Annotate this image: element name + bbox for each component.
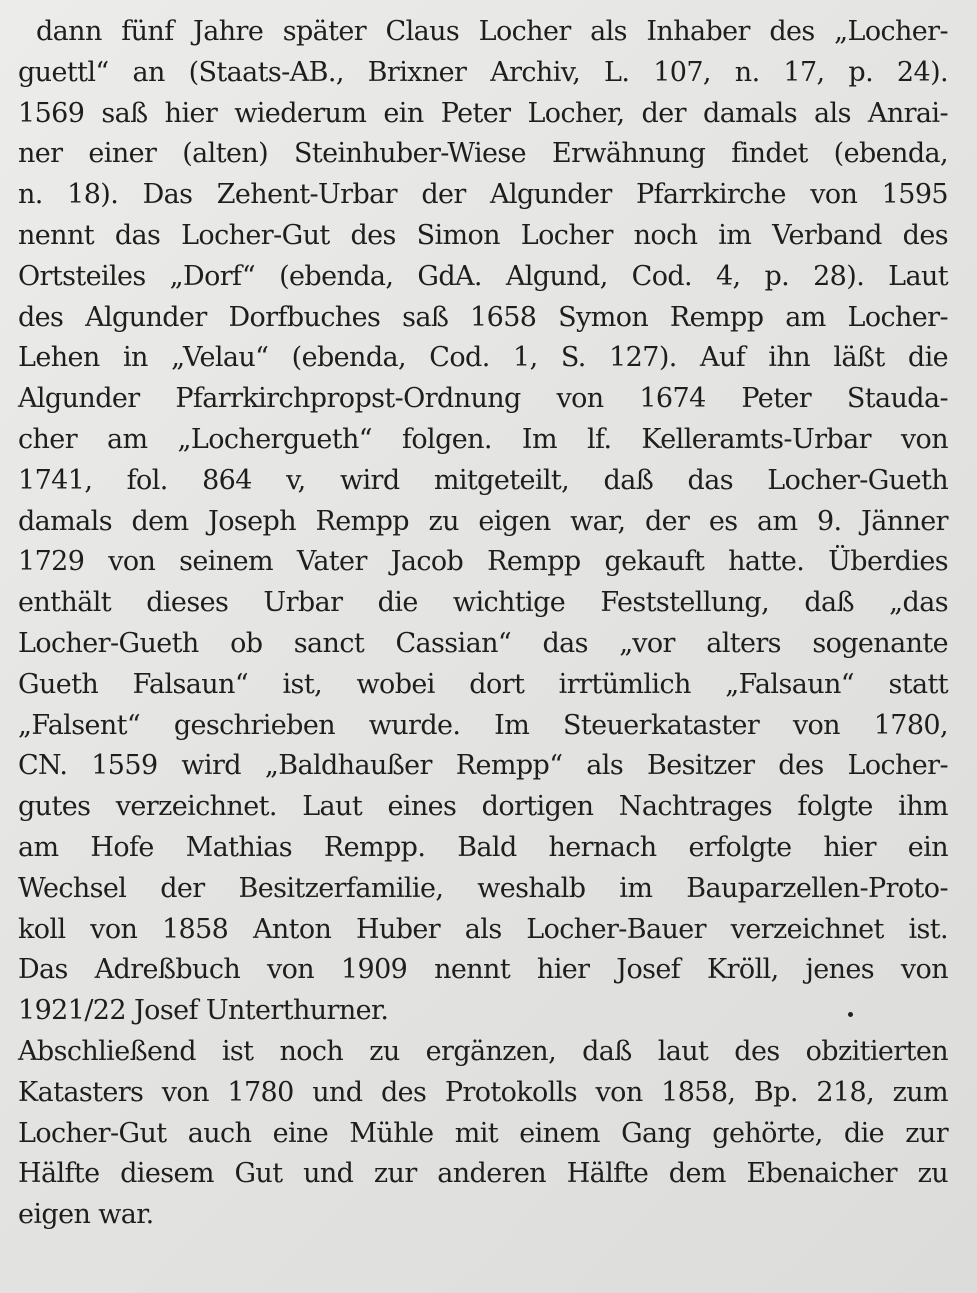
text-line: nennt das Locher-Gut des Simon Locher noch im Verband des <box>18 219 948 251</box>
text-line: damals dem Joseph Rempp zu eigen war, der es am 9. Jänner <box>18 505 948 537</box>
paragraph-2 <box>18 1032 948 1236</box>
text-line: Wechsel der Besitzerfamilie, weshalb im Bauparzellen-Proto- <box>18 872 948 904</box>
text-line: „Falsent“ geschrieben wurde. Im Steuerkataster von 1780, <box>18 709 948 741</box>
text-line: Das Adreßbuch von 1909 nennt hier Josef Kröll, jenes von <box>18 954 948 986</box>
ink-speck <box>848 1012 853 1017</box>
text-line: am Hofe Mathias Rempp. Bald hernach erfolgte hier ein <box>18 831 948 863</box>
text-line: cher am „Lochergueth“ folgen. Im lf. Kelleramts-Urbar von <box>18 423 948 455</box>
text-line: gutes verzeichnet. Laut eines dortigen Nachtrages folgte ihm <box>18 791 948 823</box>
text-line: Ortsteiles „Dorf“ (ebenda, GdA. Algund, Cod. 4, p. 28). Laut <box>18 260 948 292</box>
text-line: Abschließend ist noch zu ergänzen, daß laut des obzitierten <box>18 1035 948 1067</box>
text-line: eigen war. <box>18 1199 154 1231</box>
text-line: Locher-Gueth ob sanct Cassian“ das „vor alters sogenante <box>18 627 948 659</box>
text-line: 1741, fol. 864 v, wird mitgeteilt, daß das Locher-Gueth <box>18 464 948 496</box>
text-line: Hälfte diesem Gut und zur anderen Hälfte dem Ebenaicher zu <box>18 1158 948 1190</box>
paragraph-1 <box>18 12 948 1032</box>
text-line: 1921/22 Josef Unterthurner. <box>18 995 389 1027</box>
text-line: dann fünf Jahre später Claus Locher als Inhaber des „Locher- <box>36 16 948 47</box>
text-line: Lehen in „Velau“ (ebenda, Cod. 1, S. 127). Auf ihn läßt die <box>18 342 948 374</box>
text-line: koll von 1858 Anton Huber als Locher-Bauer verzeichnet ist. <box>18 913 948 945</box>
text-line: enthält dieses Urbar die wichtige Feststellung, daß „das <box>18 587 948 619</box>
text-line: Locher-Gut auch eine Mühle mit einem Gang gehörte, die zur <box>18 1117 948 1149</box>
text-line: 1729 von seinem Vater Jacob Rempp gekauft hatte. Überdies <box>18 546 948 578</box>
text-line: Katasters von 1780 und des Protokolls von 1858, Bp. 218, zum <box>18 1076 948 1108</box>
text-line: des Algunder Dorfbuches saß 1658 Symon Rempp am Locher- <box>18 301 948 333</box>
document-text <box>18 12 948 1236</box>
text-line: CN. 1559 wird „Baldhaußer Rempp“ als Besitzer des Locher- <box>18 750 948 782</box>
text-line: Algunder Pfarrkirchpropst-Ordnung von 1674 Peter Stauda- <box>18 383 948 415</box>
text-line: ner einer (alten) Steinhuber-Wiese Erwähnung findet (ebenda, <box>18 138 948 170</box>
text-line: n. 18). Das Zehent-Urbar der Algunder Pfarrkirche von 1595 <box>18 179 948 211</box>
text-line: Gueth Falsaun“ ist, wobei dort irrtümlich „Falsaun“ statt <box>18 668 948 700</box>
text-line: guettl“ an (Staats-AB., Brixner Archiv, L. 107, n. 17, p. 24). <box>18 56 948 88</box>
text-line: 1569 saß hier wiederum ein Peter Locher, der damals als Anrai- <box>18 97 948 129</box>
